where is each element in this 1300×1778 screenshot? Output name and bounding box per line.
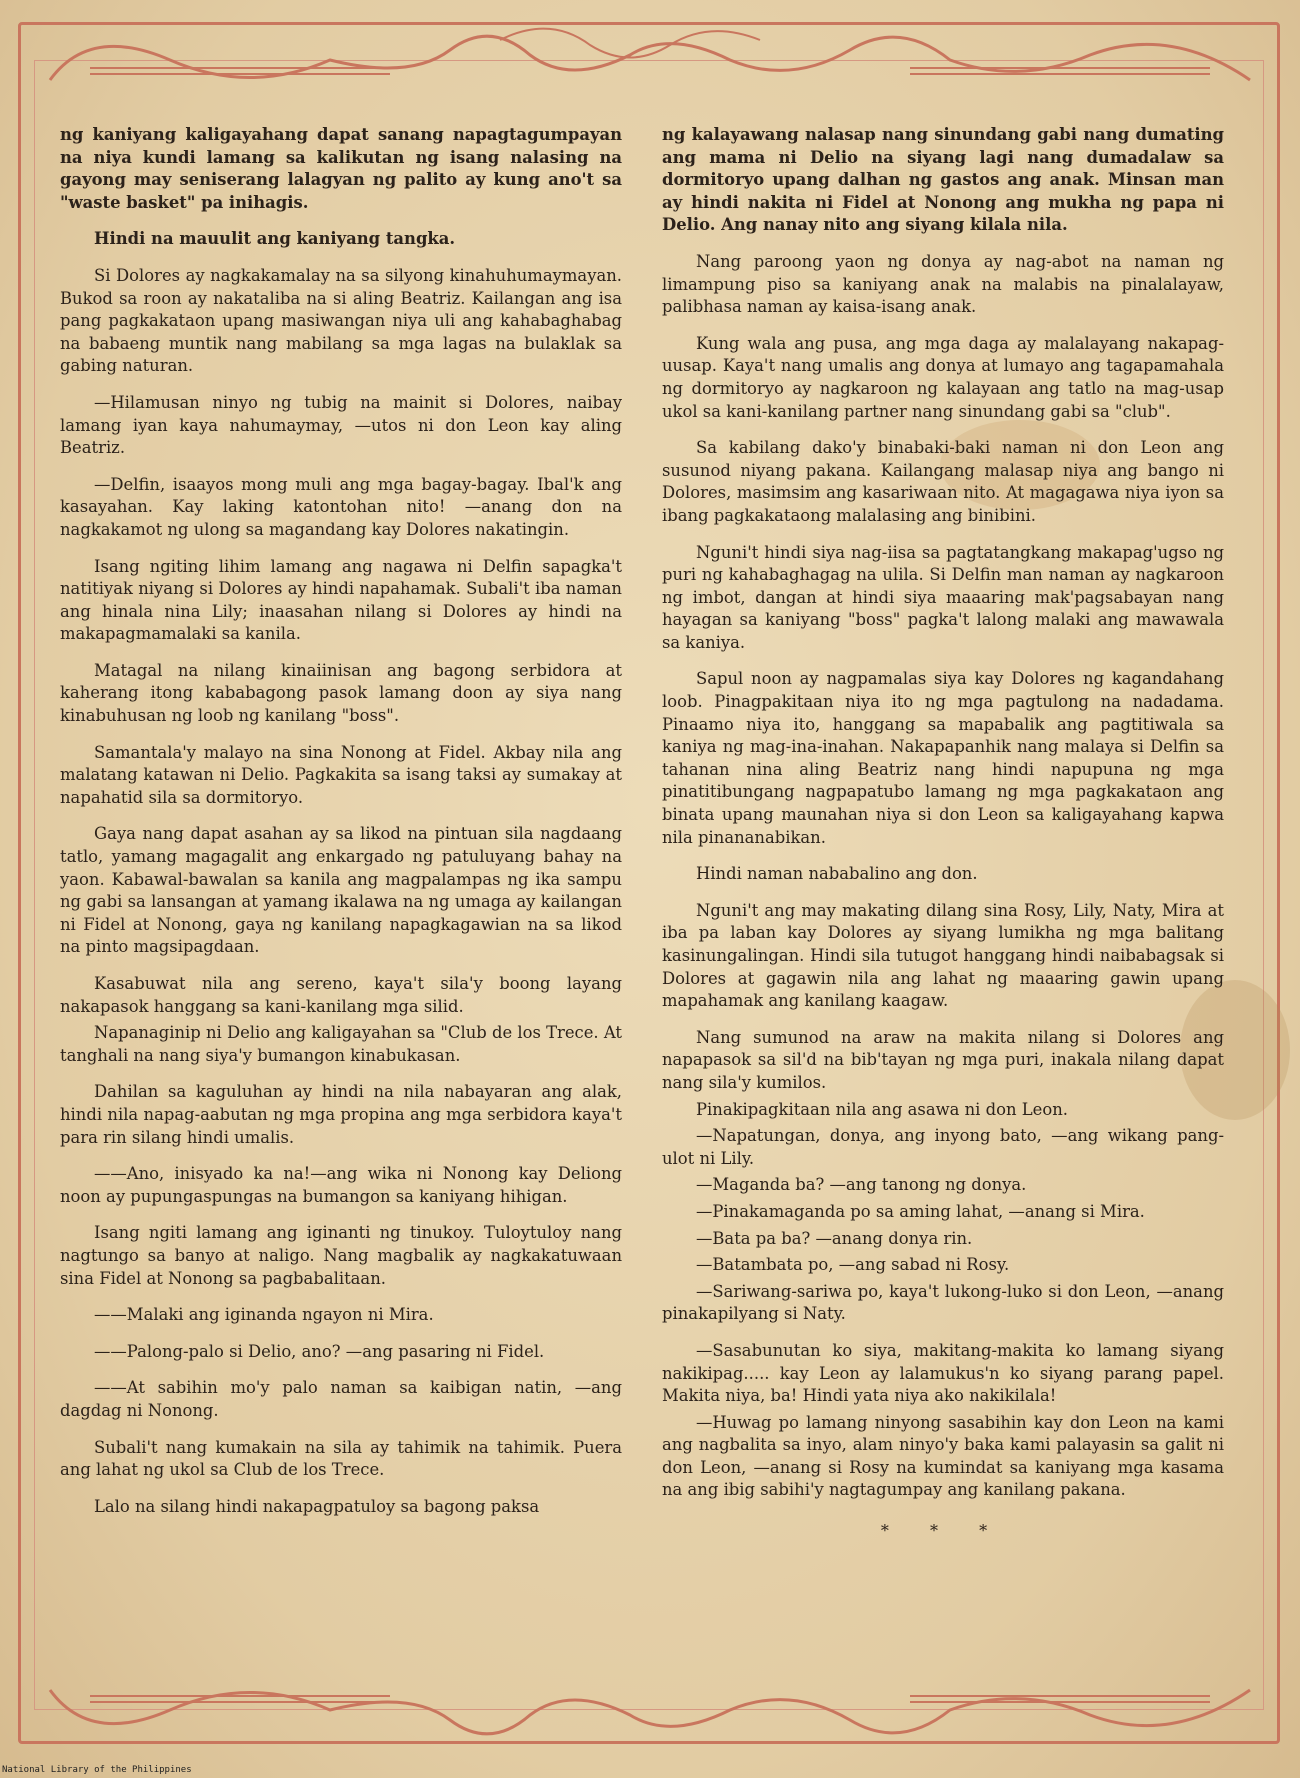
paragraph: —Hilamusan ninyo ng tubig na mainit si Dolores, naibay lamang iyan kaya nahumaymay, —utos ni don Leon kay aling Beatriz.: [60, 392, 622, 458]
paragraph: Hindi naman nababalino ang don.: [696, 864, 978, 884]
paragraph: Isang ngiti lamang ang iginanti ng tinukoy. Tuloytuloy nang nagtungo sa banyo at naligo. Nang magbalik ay nagkakatuwaan sina Fidel at Nonong sa pagbabalitaan.: [60, 1223, 622, 1288]
paragraph: Nang sumunod na araw na makita nilang si Dolores ang napapasok sa sil'd na bib'tayan ng mga puri, inakala nilang dapat nang sila'y kumilos.: [662, 1027, 1224, 1092]
paragraph: —Sasabunutan ko siya, makitang-makita ko lamang siyang nakikipag..... kay Leon ay lalamukus'n ko siyang parang papel. Makita niya, ba! Hindi yata niya ako nakikilala!: [662, 1340, 1224, 1406]
paragraph: —Sariwang-sariwa po, kaya't lukong-luko si don Leon, —anang pinakapilyang si Naty.: [662, 1281, 1224, 1324]
paragraph: Sapul noon ay nagpamalas siya kay Dolores ng kagandahang loob. Pinagpakitaan niya ito ng mga pagtulong na nadadama. Pinaamo niya ito, hanggang sa mapabalik ang pagtitiwala sa kaniya ng mag-ina-inahan. Nakapapanhik nang malaya si Delfin sa tahanan nina aling Beatriz nang hindi napupuna ng mga pinatitibungang nagpapatubo lamang ng mga pagkakataon ang binata upang maunahan niya si don Leon sa kaligayahang kapwa nila pinananabikan.: [662, 669, 1224, 847]
paragraph: —Delfin, isaayos mong muli ang mga bagay-bagay. Ibal'k ang kasayahan. Kay laking katontohan nito! —anang don na nagkakamot ng ulong sa magandang kay Dolores nakatingin.: [60, 474, 622, 539]
paragraph: Si Dolores ay nagkakamalay na sa silyong kinahuhumaymayan. Bukod sa roon ay nakataliba na si aling Beatriz. Kailangan ang isa pang pagkakataon upang masiwangan niya uli ang kahabaghabag na babaeng muntik nang mabilang sa mga lagas na bulaklak sa gabing naturan.: [60, 265, 622, 376]
paragraph: ——Palong-palo si Delio, ano? —ang pasaring ni Fidel.: [94, 1341, 545, 1361]
paragraph: ng kaniyang kaligayahang dapat sanang napagtagumpayan na niya kundi lamang sa kalikutan ng isang nalasing na gayong may seniserang lalagyan ng palito ay kung ano't sa "waste basket" pa inihagis.: [60, 125, 622, 212]
paragraph: Hindi na mauulit ang kaniyang tangka.: [94, 229, 456, 249]
paragraph: Kasabuwat nila ang sereno, kaya't sila'y boong layang nakapasok hanggang sa kani-kanilang mga silid.: [60, 974, 622, 1016]
paragraph: Kung wala ang pusa, ang mga daga ay malalayang nakapag-uusap. Kaya't nang umalis ang donya at lumayo ang tagapamahala ng dormitoryo ay nagkaroon ng kalayaan ang tatlo na mag-usap ukol sa kani-kanilang partner nang sinundang gabi sa "club".: [662, 333, 1224, 421]
paragraph: Gaya nang dapat asahan ay sa likod na pintuan sila nagdaang tatlo, yamang magagalit ang enkargado ng patuluyang bahay na yaon. Kabawal-bawalan sa kanila ang magpalampas ng ika sampu ng gabi sa lansangan at yamang ikalawa na ng umaga ay kailangan ni Fidel at Nonong, gaya ng kanilang napagkagawian na sa likod na pinto magsipagdaan.: [60, 824, 622, 957]
paragraph: —Huwag po lamang ninyong sasabihin kay don Leon na kami ang nagbalita sa inyo, alam ninyo'y baka kami palayasin sa galit ni don Leon, —anang si Rosy na kumindat sa kaniyang mga kasama na ang ibig sabihi'y nagtagumpay ang kanilang pakana.: [662, 1412, 1224, 1500]
left-column: [60, 124, 622, 1532]
paragraph: —Napatungan, donya, ang inyong bato, —ang wikang pang-ulot ni Lily.: [662, 1126, 1224, 1168]
paragraph: ng kalayawang nalasap nang sinundang gabi nang dumating ang mama ni Delio na siyang lagi nang dumadalaw sa dormitoryo upang dalhan ng gastos ang anak. Minsan man ay hindi nakita ni Fidel at Nonong ang mukha ng papa ni Delio. Ang nanay nito ang siyang kilala nila.: [662, 125, 1224, 235]
paragraph: Lalo na silang hindi nakapagpatuloy sa bagong paksa: [94, 1496, 540, 1516]
top-ornament: [30, 20, 1270, 90]
paragraph: Isang ngiting lihim lamang ang nagawa ni Delfin sapagka't natitiyak niyang si Dolores ay hindi napahamak. Subali't iba naman ang hinala nina Lily; inaasahan nilang si Dolores ay hindi na makapagmamalaki sa kanila.: [60, 556, 622, 644]
paragraph: —Batambata po, —ang sabad ni Rosy.: [696, 1255, 1010, 1275]
paragraph: Samantala'y malayo na sina Nonong at Fidel. Akbay nila ang malatang katawan ni Delio. Pagkakita sa isang taksi ay sumakay at napahatid sila sa dormitoryo.: [60, 742, 622, 807]
paragraph: Nang paroong yaon ng donya ay nag-abot na naman ng limampung piso sa kaniyang anak na malabis na pinalalayaw, palibhasa naman ay kaisa-isang anak.: [662, 251, 1224, 317]
paragraph: Sa kabilang dako'y binabaki-baki naman ni don Leon ang susunod niyang pakana. Kailangang malasap niya ang bango ni Dolores, masimsim ang kasariwaan nito. At magagawa niya iyon sa ibang pagkakataong malalasing ang binibini.: [662, 438, 1224, 525]
paragraph: Dahilan sa kaguluhan ay hindi na nila nabayaran ang alak, hindi nila napag-aabutan ng mga propina ang mga serbidora kaya't para rin silang hindi umalis.: [60, 1082, 622, 1147]
paragraph: —Maganda ba? —ang tanong ng donya.: [696, 1175, 1027, 1195]
paragraph: Matagal na nilang kinaiinisan ang bagong serbidora at kaherang itong kababagong pasok lamang doon ay siya nang kinabuhusan ng loob ng kanilang "boss".: [60, 660, 622, 726]
right-column: [662, 124, 1224, 1543]
paragraph: Nguni't ang may makating dilang sina Rosy, Lily, Naty, Mira at iba pa laban kay Dolores ay siyang lumikha ng mga balitang kasinungalingan. Hindi sila tutugot hanggang hindi naibabagsak si Dolores at gagawin nila ang lahat ng maaaring gawin upang mapahamak ang kanilang kaagaw.: [662, 900, 1224, 1011]
paragraph: ——Ano, inisyado ka na!—ang wika ni Nonong kay Deliong noon ay pupungaspungas na bumangon sa kaniyang hihigan.: [60, 1164, 622, 1206]
paragraph: Nguni't hindi siya nag-iisa sa pagtatangkang makapag'ugso ng puri ng kahabaghagag na ulila. Si Delfin man naman ay nagkaroon ng imbot, dangan at hindi siya maaaring mak'pagsabayan nang hayagan sa kaniyang "boss" pagka't lalong malaki ang mawawala sa kaniya.: [662, 542, 1224, 652]
paragraph: ——Malaki ang iginanda ngayon ni Mira.: [94, 1305, 434, 1325]
paragraph: —Bata pa ba? —anang donya rin.: [696, 1228, 973, 1248]
paragraph: Subali't nang kumakain na sila ay tahimik na tahimik. Puera ang lahat ng ukol sa Club de los Trece.: [60, 1437, 622, 1480]
paragraph: —Pinakamaganda po sa aming lahat, —anang si Mira.: [696, 1201, 1145, 1221]
bottom-ornament: [30, 1680, 1270, 1750]
paragraph: ——At sabihin mo'y palo naman sa kaibigan natin, —ang dagdag ni Nonong.: [60, 1378, 622, 1420]
library-credit: National Library of the Philippines: [2, 1765, 192, 1775]
paragraph: Pinakipagkitaan nila ang asawa ni don Leon.: [696, 1099, 1068, 1119]
section-break: * * *: [880, 1521, 1006, 1541]
paragraph: Napanaginip ni Delio ang kaligayahan sa "Club de los Trece. At tanghali na nang siya'y bumangon kinabukasan.: [60, 1023, 622, 1065]
